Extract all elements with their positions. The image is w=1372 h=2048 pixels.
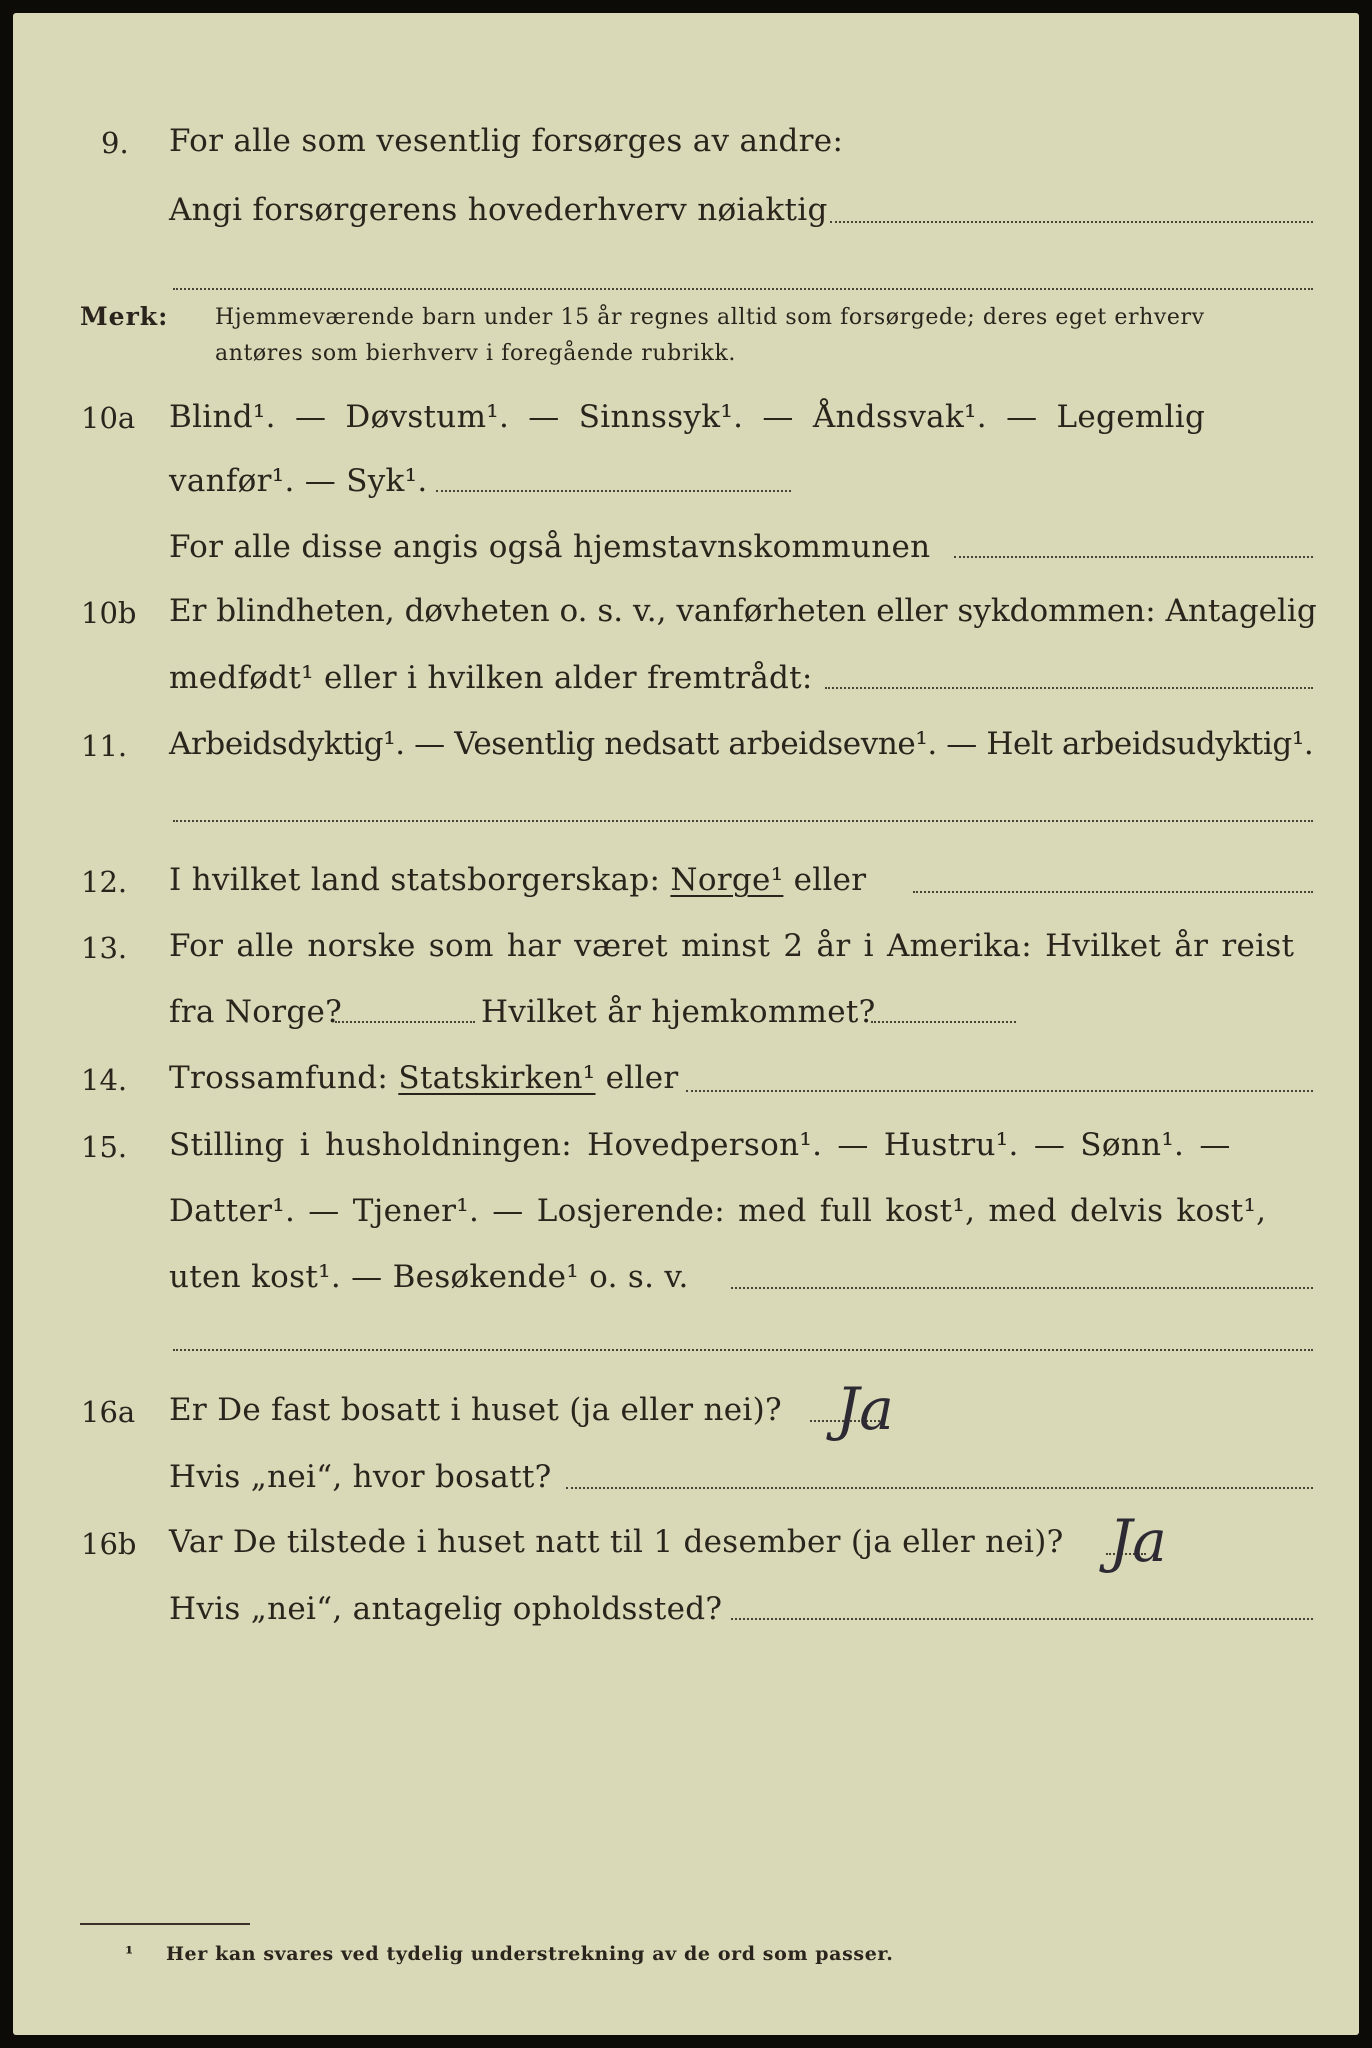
q10b-text-line2: medfødt¹ eller i hvilken alder fremtrådt: [169, 660, 813, 696]
merk-text-line1: Hjemmeværende barn under 15 år regnes alltid som forsørgede; deres eget erhverv [215, 305, 1205, 330]
census-form-page [13, 13, 1359, 2035]
q10a-number: 10a [81, 401, 136, 435]
q12-answer-line[interactable] [913, 891, 1313, 893]
q16b-text-line1: Var De tilstede i huset natt til 1 desember (ja eller nei)? [169, 1524, 1064, 1560]
q11-number: 11. [81, 729, 128, 763]
q15-text-line1: Stilling i husholdningen: Hovedperson¹. — Hustru¹. — Sønn¹. — [169, 1127, 1231, 1163]
q16a-text-line1: Er De fast bosatt i huset (ja eller nei)? [169, 1392, 782, 1428]
q12-underlined-norge[interactable]: Norge¹ [670, 862, 784, 898]
q10b-number: 10b [81, 596, 137, 630]
q13-text-line2a: fra Norge? [169, 994, 343, 1030]
q10a-text-line1: Blind¹. — Døvstum¹. — Sinnssyk¹. — Åndssvak¹. — Legemlig [169, 399, 1206, 435]
q12-number: 12. [81, 865, 128, 899]
footnote-mark: ¹ [125, 1943, 134, 1965]
q16b-handwritten-answer[interactable]: Ja [1109, 1507, 1167, 1575]
q13-hjemkommet-line[interactable] [871, 1021, 1016, 1023]
q14-suffix: eller [605, 1060, 679, 1096]
footnote-text: Her kan svares ved tydelig understrekning av de ord som passer. [166, 1943, 894, 1965]
q11-text-line1: Arbeidsdyktig¹. — Vesentlig nedsatt arbeidsevne¹. — Helt arbeidsudyktig¹. [169, 726, 1314, 762]
q11-answer-line[interactable] [173, 820, 1313, 822]
q15-text-line2: Datter¹. — Tjener¹. — Losjerende: med full kost¹, med delvis kost¹, [169, 1193, 1267, 1229]
q9-answer-line-2[interactable] [173, 288, 1313, 290]
q13-reist-line[interactable] [335, 1021, 475, 1023]
q14-underlined-statskirken[interactable]: Statskirken¹ [398, 1060, 596, 1096]
q10a-kommune-line[interactable] [954, 556, 1313, 558]
footnote-rule [80, 1923, 250, 1925]
q13-text-line1: For alle norske som har været minst 2 år i Amerika: Hvilket år reist [169, 928, 1295, 964]
merk-label: Merk: [80, 302, 169, 331]
q10a-text-line3: For alle disse angis også hjemstavnskommunen [169, 529, 931, 565]
q12-suffix: eller [793, 862, 867, 898]
q16a-text-line2: Hvis „nei“, hvor bosatt? [169, 1459, 552, 1495]
q9-text-line2: Angi forsørgerens hovederhverv nøiaktig [169, 192, 828, 228]
q14-answer-line[interactable] [686, 1090, 1313, 1092]
q10b-text-line1: Er blindheten, døvheten o. s. v., vanførheten eller sykdommen: Antagelig [169, 593, 1317, 629]
q15-answer-line[interactable] [731, 1287, 1313, 1289]
q16b-opholdssted-line[interactable] [731, 1618, 1313, 1620]
q15-number: 15. [81, 1130, 128, 1164]
q9-answer-line[interactable] [830, 221, 1313, 223]
q13-number: 13. [81, 931, 128, 965]
q12-text [169, 862, 866, 898]
q10a-syk-line[interactable] [436, 490, 791, 492]
q16a-bosatt-line[interactable] [566, 1487, 1313, 1489]
merk-text-line2: antøres som bierhverv i foregående rubrikk. [215, 341, 737, 366]
q16a-handwritten-answer[interactable]: Ja [836, 1375, 894, 1443]
q9-number: 9. [101, 126, 129, 160]
q12-prefix: I hvilket land statsborgerskap: [169, 862, 661, 898]
q9-text-line1: For alle som vesentlig forsørges av andre: [169, 123, 844, 159]
q14-number: 14. [81, 1063, 128, 1097]
q16b-number: 16b [81, 1527, 137, 1561]
q16b-text-line2: Hvis „nei“, antagelig opholdssted? [169, 1591, 723, 1627]
q14-text [169, 1060, 679, 1096]
q10b-answer-line[interactable] [825, 687, 1313, 689]
q14-prefix: Trossamfund: [169, 1060, 389, 1096]
q16a-number: 16a [81, 1395, 136, 1429]
q10a-text-line2: vanfør¹. — Syk¹. [169, 463, 428, 499]
q15-text-line3: uten kost¹. — Besøkende¹ o. s. v. [169, 1259, 689, 1295]
q15-answer-line-2[interactable] [173, 1349, 1313, 1351]
q13-text-line2b: Hvilket år hjemkommet? [481, 994, 876, 1030]
